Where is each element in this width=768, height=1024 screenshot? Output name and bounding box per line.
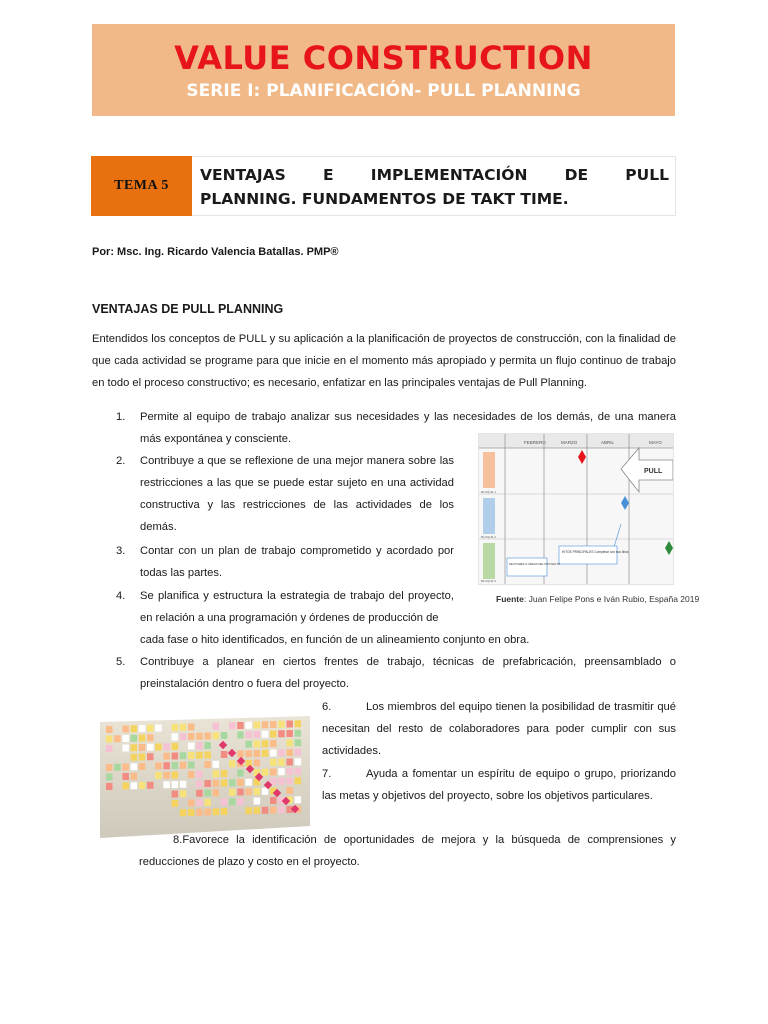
- sticky-note: [188, 762, 195, 769]
- sticky-note: [188, 800, 195, 807]
- sticky-note: [131, 735, 138, 742]
- sticky-note: [286, 730, 293, 737]
- sticky-note: [204, 809, 211, 816]
- sticky-note: [245, 807, 252, 814]
- sticky-note: [196, 771, 203, 778]
- sticky-note: [278, 778, 285, 785]
- sticky-note: [172, 800, 179, 807]
- sticky-note: [286, 721, 293, 728]
- sticky-note: [106, 736, 113, 743]
- sticky-note: [213, 732, 220, 739]
- sticky-note: [286, 740, 293, 747]
- sticky-note: [237, 798, 244, 805]
- intro-paragraph: Entendidos los conceptos de PULL y su aplicación a la planificación de proyectos de construcción, con la finalidad de que cada actividad se programe para que inicie en el momento más apropiado y permita un flujo continuo de trabajo en todo el proceso constructivo; es necesario, enfatizar en las principales ventajas de Pull Planning.: [92, 333, 676, 389]
- sticky-note: [163, 762, 170, 769]
- sticky-note: [270, 721, 277, 728]
- sticky-note: [286, 778, 293, 785]
- sticky-note: [196, 809, 203, 816]
- tema-label: TEMA 5: [114, 178, 169, 193]
- sticky-note: [106, 764, 113, 771]
- sticky-note: [213, 789, 220, 796]
- sticky-note: [254, 722, 261, 729]
- sticky-note: [147, 744, 154, 751]
- sticky-note: [254, 731, 261, 738]
- sticky-note: [262, 731, 269, 738]
- sticky-note: [245, 722, 252, 729]
- tema-title-word: VENTAJAS: [200, 166, 286, 184]
- list-item-number: 5.: [116, 656, 126, 668]
- sticky-note: [254, 798, 261, 805]
- sticky-note: [295, 739, 302, 746]
- sticky-note: [188, 771, 195, 778]
- tema-title-word: PULL: [625, 166, 669, 184]
- sticky-note: [180, 781, 187, 788]
- sticky-note: [204, 742, 211, 749]
- sticky-note: [270, 740, 277, 747]
- sticky-note: [286, 759, 293, 766]
- sticky-note: [245, 779, 252, 786]
- sticky-note: [131, 754, 138, 761]
- sticky-note: [147, 782, 154, 789]
- sticky-note: [254, 741, 261, 748]
- note-sectors: SECTORES O ÁREAS DEL PROYECTO: [509, 562, 561, 566]
- author-line: Por: Msc. Ing. Ricardo Valencia Batallas. PMP®: [92, 246, 339, 258]
- sticky-note: [213, 723, 220, 730]
- sticky-notes-photo-image: [100, 716, 310, 838]
- sticky-note: [295, 777, 302, 784]
- sticky-note: [204, 733, 211, 740]
- row-label: BLOQUE 1: [481, 490, 497, 494]
- sticky-note: [295, 749, 302, 756]
- sticky-note: [245, 741, 252, 748]
- sticky-note: [213, 808, 220, 815]
- sticky-note: [122, 726, 128, 733]
- sticky-note: [221, 780, 228, 787]
- sticky-note: [229, 722, 236, 729]
- sticky-note: [237, 789, 244, 796]
- sticky-note: [295, 730, 302, 737]
- sticky-note: [180, 724, 187, 731]
- banner-subtitle: SERIE I: PLANIFICACIÓN- PULL PLANNING: [186, 81, 581, 101]
- sticky-note: [188, 743, 195, 750]
- header-banner: [92, 24, 675, 116]
- sticky-note: [270, 807, 277, 814]
- sticky-note: [139, 735, 146, 742]
- sticky-note: [221, 751, 228, 758]
- sticky-note: [147, 734, 154, 741]
- sticky-note: [286, 749, 293, 756]
- sticky-note: [237, 779, 244, 786]
- sticky-note: [163, 753, 170, 760]
- sticky-note: [221, 799, 228, 806]
- month-label: FEBRERO: [524, 440, 546, 445]
- sticky-note: [278, 730, 285, 737]
- list-item-text: Se planifica y estructura la estrategia de trabajo del proyecto, en relación a una programación y órdenes de producción de: [140, 590, 454, 624]
- sticky-note: [122, 745, 128, 752]
- sticky-notes-board-photo: [100, 716, 310, 838]
- sticky-note: [270, 759, 277, 766]
- sticky-note: [237, 751, 244, 758]
- sticky-note: [163, 781, 170, 788]
- sticky-note: [147, 753, 154, 760]
- sticky-note: [229, 779, 236, 786]
- list-item-number: 7.: [322, 768, 332, 780]
- sticky-note: [139, 754, 146, 761]
- list-item-text-continued: cada fase o hito identificados, en función de un alineamiento conjunto en obra.: [140, 634, 530, 646]
- month-label: MARZO: [561, 440, 578, 445]
- sticky-note: [295, 758, 302, 765]
- tema-label-box: [91, 156, 192, 216]
- sticky-note: [221, 732, 228, 739]
- sticky-note: [286, 787, 293, 794]
- sticky-note: [196, 780, 203, 787]
- sticky-note: [139, 725, 146, 732]
- sticky-note: [221, 770, 228, 777]
- list-item-number: 6.: [322, 701, 332, 713]
- sticky-note: [229, 798, 236, 805]
- sticky-note: [196, 799, 203, 806]
- sticky-note: [188, 724, 195, 731]
- month-label: ABRIL: [601, 440, 615, 445]
- sticky-note: [114, 735, 121, 742]
- sticky-note: [106, 783, 113, 790]
- sticky-note: [122, 783, 128, 790]
- sticky-note: [131, 782, 138, 789]
- sticky-note: [155, 772, 162, 779]
- sticky-note: [204, 752, 211, 759]
- sticky-note: [237, 770, 244, 777]
- sticky-note: [213, 761, 220, 768]
- sticky-note: [139, 744, 146, 751]
- sticky-note: [131, 744, 138, 751]
- pull-label: PULL: [644, 468, 663, 475]
- sticky-note: [262, 769, 269, 776]
- list-item-number: 3.: [116, 545, 126, 557]
- sticky-note: [278, 721, 285, 728]
- sticky-note: [278, 768, 285, 775]
- list-item-text: Contribuye a planear en ciertos frentes de trabajo, técnicas de prefabricación, preensamblado o preinstalación dentro o fuera del proyecto.: [140, 656, 676, 690]
- pull-planning-board-diagram: [479, 434, 673, 584]
- row-label: BLOQUE 3: [481, 579, 497, 583]
- sticky-note: [237, 722, 244, 729]
- sticky-note: [245, 788, 252, 795]
- sticky-note: [180, 809, 187, 816]
- caption-bold: Fuente: [496, 594, 524, 604]
- sticky-note: [295, 720, 302, 727]
- sticky-note: [254, 750, 261, 757]
- sticky-note: [114, 764, 121, 771]
- list-item-number: 1.: [116, 411, 126, 423]
- section-heading: VENTAJAS DE PULL PLANNING: [92, 302, 284, 316]
- sticky-note: [262, 740, 269, 747]
- sticky-note: [295, 796, 302, 803]
- sticky-note: [213, 780, 220, 787]
- sticky-note: [122, 764, 128, 771]
- tema-title-box: [192, 156, 676, 216]
- sticky-note: [172, 743, 179, 750]
- sticky-note: [155, 744, 162, 751]
- sticky-note: [180, 733, 187, 740]
- sticky-note: [237, 732, 244, 739]
- sticky-note: [106, 726, 113, 733]
- list-item-number: 8.: [173, 834, 183, 846]
- sticky-note: [204, 790, 211, 797]
- sticky-note: [278, 806, 285, 813]
- sticky-note: [270, 731, 277, 738]
- list-item-number: 2.: [116, 455, 126, 467]
- sticky-note: [131, 773, 138, 780]
- sticky-note: [122, 735, 128, 742]
- list-item-text: 8.Favorece la identificación de oportunidades de mejora y la búsqueda de comprensiones y reducciones de plazo y costo en el proyecto.: [139, 834, 676, 868]
- sticky-note: [139, 763, 146, 770]
- figure-caption: [496, 594, 699, 604]
- sticky-note: [139, 782, 146, 789]
- sticky-note: [278, 749, 285, 756]
- sticky-note: [172, 734, 179, 741]
- sticky-note: [172, 791, 179, 798]
- sticky-note: [213, 770, 220, 777]
- sticky-note: [180, 762, 187, 769]
- tema-title-word: IMPLEMENTACIÓN: [370, 166, 528, 184]
- sticky-note: [262, 807, 269, 814]
- list-item-text: Contar con un plan de trabajo comprometido y acordado por todas las partes.: [140, 545, 454, 579]
- sticky-note: [106, 745, 113, 752]
- tema-title-line2: PLANNING. FUNDAMENTOS DE TAKT TIME.: [200, 190, 569, 208]
- sticky-note: [147, 725, 154, 732]
- pull-planning-board-figure: [478, 433, 674, 585]
- sticky-note: [155, 763, 162, 770]
- sticky-note: [172, 781, 179, 788]
- sticky-note: [254, 760, 261, 767]
- list-item-text: Ayuda a fomentar un espíritu de equipo o grupo, priorizando las metas y objetivos del proyecto, sobre los objetivos particulares.: [322, 768, 676, 802]
- list-item-text: Los miembros del equipo tienen la posibilidad de trasmitir qué necesitan del resto de colaboradores para poder cumplir con sus actividades.: [322, 701, 676, 757]
- sticky-note: [245, 731, 252, 738]
- sticky-note: [188, 733, 195, 740]
- sticky-note: [270, 797, 277, 804]
- sticky-note: [204, 799, 211, 806]
- sticky-note: [172, 772, 179, 779]
- sticky-note: [229, 760, 236, 767]
- sticky-note: [163, 772, 170, 779]
- sticky-note: [196, 742, 203, 749]
- sticky-note: [180, 790, 187, 797]
- tema-title-word: DE: [564, 166, 589, 184]
- sticky-note: [172, 724, 179, 731]
- sticky-note: [172, 753, 179, 760]
- sticky-note: [155, 725, 162, 732]
- note-hitos: HITOS PRINCIPALES Completar con sus hitos: [562, 550, 629, 554]
- list-item-text: Contribuye a que se reflexione de una mejor manera sobre las restricciones a las que se puede estar sujeto en una actividad constructiva y las restricciones de las actividades de los demás.: [140, 455, 454, 533]
- sticky-note: [180, 752, 187, 759]
- sticky-note: [262, 788, 269, 795]
- sticky-note: [188, 809, 195, 816]
- banner-title: VALUE CONSTRUCTION: [174, 39, 593, 77]
- tema-title-line1: [200, 163, 669, 187]
- row-label: BLOQUE 2: [481, 535, 497, 539]
- sticky-note: [196, 752, 203, 759]
- sticky-note: [122, 773, 128, 780]
- sticky-note: [270, 750, 277, 757]
- month-label: MAYO: [649, 440, 662, 445]
- sticky-note: [245, 750, 252, 757]
- sticky-note: [204, 780, 211, 787]
- sticky-note: [286, 768, 293, 775]
- sticky-note: [131, 725, 138, 732]
- sticky-note: [204, 761, 211, 768]
- sticky-note: [196, 790, 203, 797]
- sticky-note: [254, 807, 261, 814]
- sticky-note: [196, 733, 203, 740]
- sticky-note: [172, 762, 179, 769]
- sticky-note: [188, 752, 195, 759]
- tema-title-word: E: [323, 166, 334, 184]
- sticky-note: [278, 759, 285, 766]
- sticky-note: [163, 743, 170, 750]
- sticky-note: [131, 763, 138, 770]
- list-item-number: 4.: [116, 590, 126, 602]
- sticky-note: [106, 774, 113, 781]
- sticky-note: [254, 788, 261, 795]
- sticky-note: [221, 808, 228, 815]
- sticky-note: [229, 789, 236, 796]
- caption-rest: : Juan Felipe Pons e Iván Rubio, España 2019: [523, 594, 700, 604]
- sticky-note: [262, 721, 269, 728]
- sticky-note: [270, 769, 277, 776]
- sticky-note: [262, 750, 269, 757]
- sticky-note: [295, 768, 302, 775]
- list-item-text: Permite al equipo de trabajo analizar sus necesidades y las necesidades de los demás, de una manera más expontánea y consciente.: [140, 411, 676, 445]
